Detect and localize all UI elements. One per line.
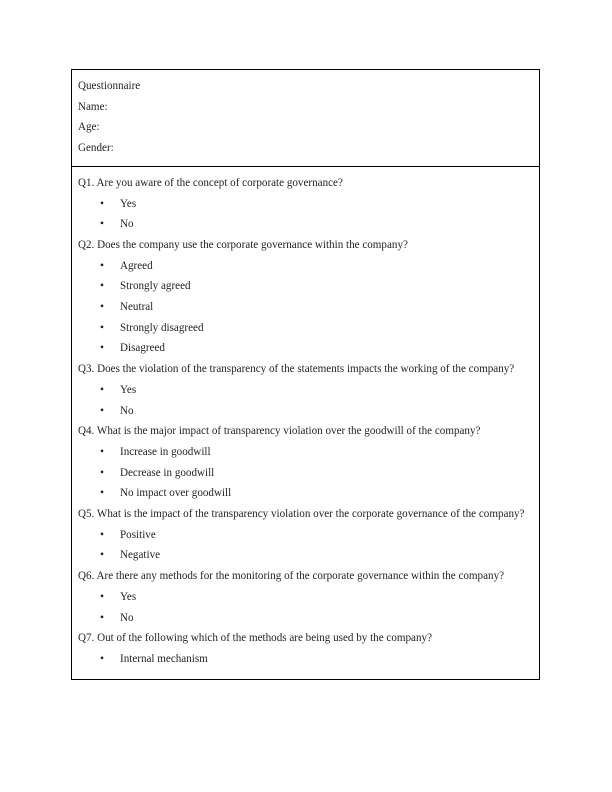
option-label: No bbox=[120, 218, 134, 231]
question-block-q4 bbox=[78, 421, 534, 504]
option-label: Positive bbox=[120, 528, 156, 541]
bullet-icon: • bbox=[100, 528, 105, 541]
questions-cell bbox=[72, 167, 539, 679]
question-text-q7: Q7. Out of the following which of the methods are being used by the company? bbox=[78, 632, 432, 645]
bullet-icon: • bbox=[100, 321, 105, 334]
question-text-q1: Q1. Are you aware of the concept of corporate governance? bbox=[78, 176, 343, 189]
bullet-icon: • bbox=[100, 487, 105, 500]
option-label: Disagreed bbox=[120, 342, 165, 355]
question-block-q2 bbox=[78, 235, 534, 359]
option-item[interactable] bbox=[78, 338, 534, 359]
option-item[interactable] bbox=[78, 483, 534, 504]
option-item[interactable] bbox=[78, 608, 534, 629]
bullet-icon: • bbox=[100, 549, 105, 562]
question-block-q7 bbox=[78, 628, 534, 669]
option-label: Increase in goodwill bbox=[120, 445, 211, 458]
bullet-icon: • bbox=[100, 383, 105, 396]
option-item[interactable] bbox=[78, 587, 534, 608]
bullet-icon: • bbox=[100, 611, 105, 624]
option-item[interactable] bbox=[78, 194, 534, 215]
option-item[interactable] bbox=[78, 380, 534, 401]
option-label: No impact over goodwill bbox=[120, 487, 232, 500]
bullet-icon: • bbox=[100, 652, 105, 665]
option-label: Strongly disagreed bbox=[120, 321, 204, 334]
options-list-q4 bbox=[78, 442, 534, 504]
bullet-icon: • bbox=[100, 259, 105, 272]
option-label: Yes bbox=[120, 197, 137, 210]
option-label: Neutral bbox=[120, 301, 154, 314]
bullet-icon: • bbox=[100, 301, 105, 314]
options-list-q1 bbox=[78, 194, 534, 235]
option-item[interactable] bbox=[78, 318, 534, 339]
bullet-icon: • bbox=[100, 342, 105, 355]
option-item[interactable] bbox=[78, 649, 534, 670]
option-label: Yes bbox=[120, 383, 137, 396]
option-label: Decrease in goodwill bbox=[120, 466, 215, 479]
options-list-q7 bbox=[78, 649, 534, 670]
field-label-name: Name: bbox=[78, 100, 108, 113]
option-item[interactable] bbox=[78, 214, 534, 235]
bullet-icon: • bbox=[100, 197, 105, 210]
respondent-info-cell bbox=[72, 70, 539, 167]
bullet-icon: • bbox=[100, 590, 105, 603]
option-item[interactable] bbox=[78, 256, 534, 277]
option-label: Yes bbox=[120, 590, 137, 603]
options-list-q3 bbox=[78, 380, 534, 421]
question-block-q1 bbox=[78, 173, 534, 235]
bullet-icon: • bbox=[100, 404, 105, 417]
option-label: Internal mechanism bbox=[120, 652, 208, 665]
question-block-q3 bbox=[78, 359, 534, 421]
option-item[interactable] bbox=[78, 545, 534, 566]
question-text-q4: Q4. What is the major impact of transparency violation over the goodwill of the company? bbox=[78, 425, 481, 438]
option-item[interactable] bbox=[78, 276, 534, 297]
option-label: No bbox=[120, 611, 134, 624]
option-label: Strongly agreed bbox=[120, 280, 191, 293]
document-title: Questionnaire bbox=[78, 80, 141, 92]
question-text-q5: Q5. What is the impact of the transparency violation over the corporate governance of the company? bbox=[78, 508, 525, 521]
option-item[interactable] bbox=[78, 463, 534, 484]
option-item[interactable] bbox=[78, 442, 534, 463]
options-list-q6 bbox=[78, 587, 534, 628]
option-item[interactable] bbox=[78, 525, 534, 546]
question-block-q6 bbox=[78, 566, 534, 628]
question-block-q5 bbox=[78, 504, 534, 566]
question-text-q2: Q2. Does the company use the corporate governance within the company? bbox=[78, 238, 408, 251]
option-item[interactable] bbox=[78, 401, 534, 422]
field-label-age: Age: bbox=[78, 121, 100, 134]
questionnaire-table bbox=[71, 69, 540, 680]
option-label: Agreed bbox=[120, 259, 153, 272]
bullet-icon: • bbox=[100, 445, 105, 458]
bullet-icon: • bbox=[100, 466, 105, 479]
option-label: Negative bbox=[120, 549, 161, 562]
option-item[interactable] bbox=[78, 297, 534, 318]
bullet-icon: • bbox=[100, 280, 105, 293]
option-label: No bbox=[120, 404, 134, 417]
options-list-q2 bbox=[78, 256, 534, 360]
options-list-q5 bbox=[78, 525, 534, 566]
bullet-icon: • bbox=[100, 218, 105, 231]
question-text-q3: Q3. Does the violation of the transparency of the statements impacts the working of the company? bbox=[78, 363, 515, 376]
field-label-gender: Gender: bbox=[78, 142, 114, 155]
question-text-q6: Q6. Are there any methods for the monitoring of the corporate governance within the company? bbox=[78, 570, 505, 583]
